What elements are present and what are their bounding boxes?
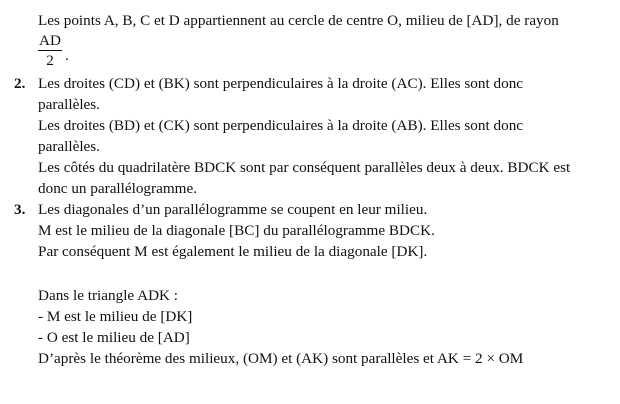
- item2-line-2: parallèles.: [38, 96, 100, 113]
- item3-line-2: M est le milieu de la diagonale [BC] du parallélogramme BDCK.: [38, 222, 435, 239]
- fraction-period: .: [65, 47, 69, 64]
- item2-line-5: Les côtés du quadrilatère BDCK sont par conséquent parallèles deux à deux. BDCK est: [38, 159, 571, 176]
- bullet-m-midpoint: - M est le milieu de [DK]: [38, 308, 193, 325]
- triangle-intro: Dans le triangle ADK :: [38, 287, 179, 304]
- item1-line-1: Les points A, B, C et D appartiennent au cercle de centre O, milieu de [AD], de rayon: [38, 12, 559, 29]
- fraction-denominator: 2: [46, 52, 54, 69]
- item2-line-1: Les droites (CD) et (BK) sont perpendiculaires à la droite (AC). Elles sont donc: [38, 75, 524, 92]
- conclusion-line: D’après le théorème des milieux, (OM) et (AK) sont parallèles et AK = 2 × OM: [38, 350, 524, 367]
- item3-number: 3.: [14, 201, 26, 218]
- radius-fraction: [38, 33, 62, 69]
- fraction-numerator: AD: [39, 32, 61, 49]
- item2-number: 2.: [14, 75, 26, 92]
- item3-line-3: Par conséquent M est également le milieu de la diagonale [DK].: [38, 243, 428, 260]
- item2-line-3: Les droites (BD) et (CK) sont perpendiculaires à la droite (AB). Elles sont donc: [38, 117, 524, 134]
- item2-line-4: parallèles.: [38, 138, 100, 155]
- fraction-bar: [38, 50, 62, 51]
- item2-line-6: donc un parallélogramme.: [38, 180, 197, 197]
- bullet-o-midpoint: - O est le milieu de [AD]: [38, 329, 190, 346]
- item3-line-1: Les diagonales d’un parallélogramme se coupent en leur milieu.: [38, 201, 428, 218]
